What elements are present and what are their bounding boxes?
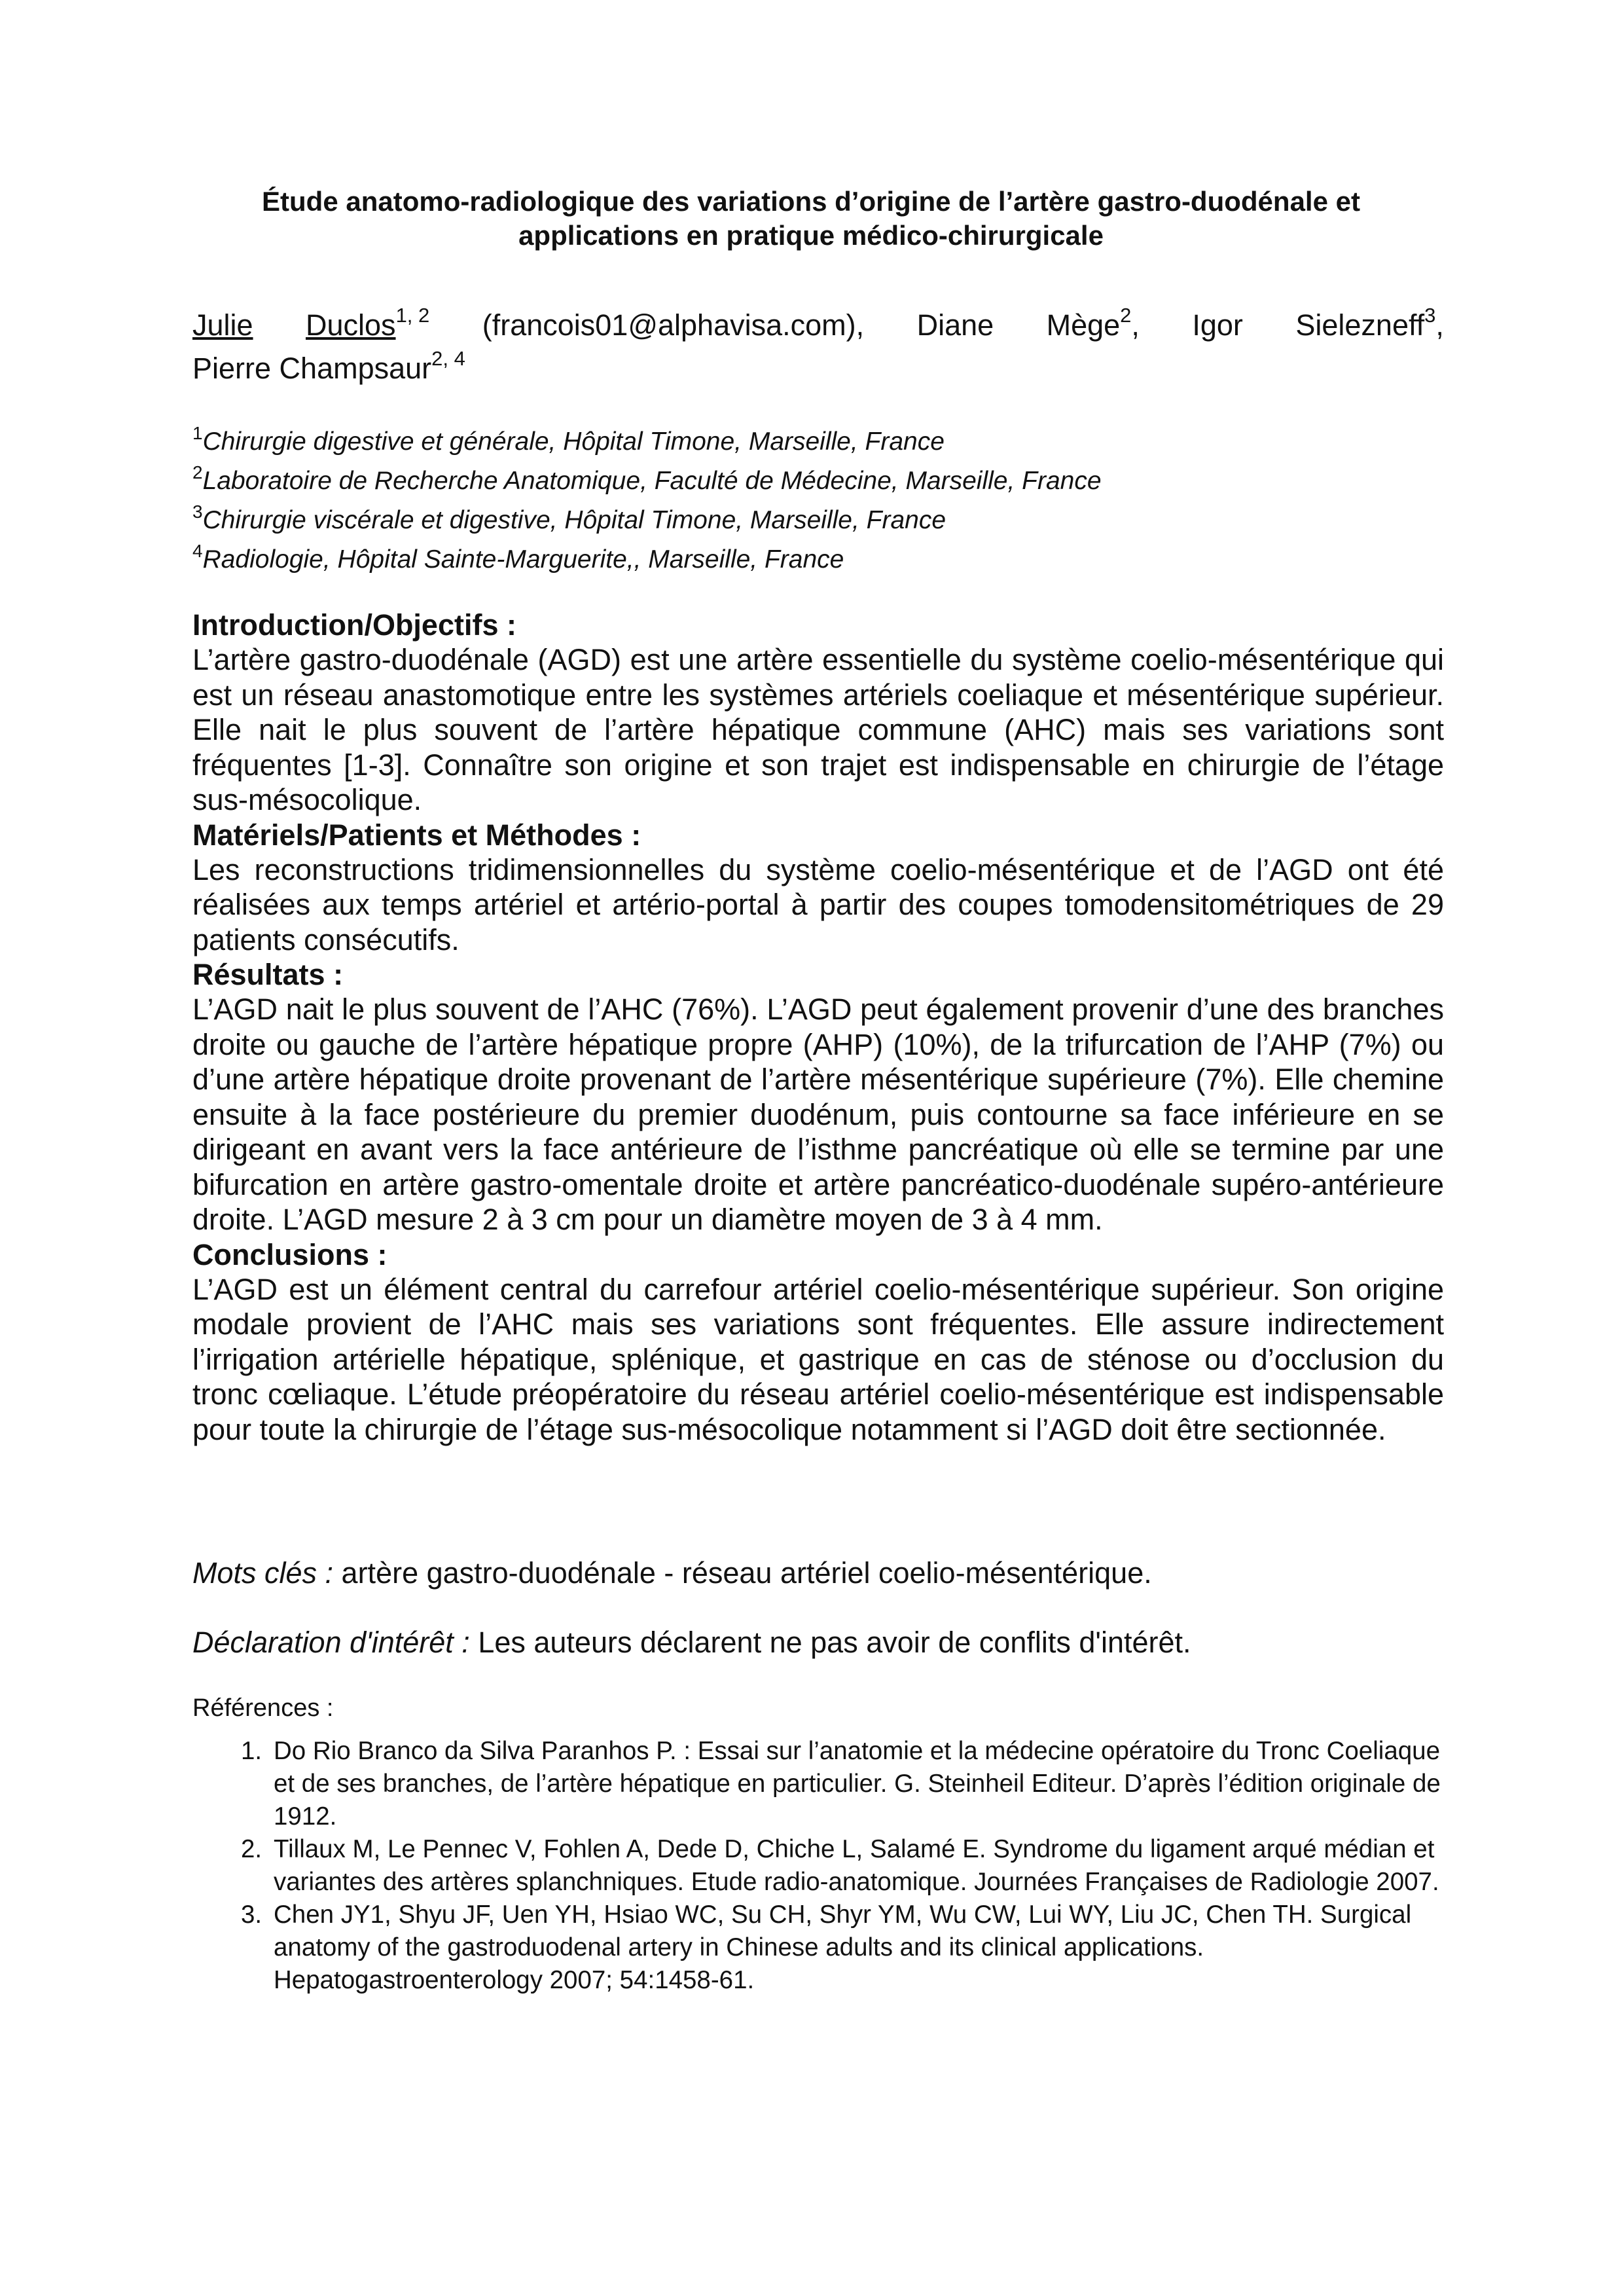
- reference-list: [192, 1735, 1444, 1997]
- conclusions-text: L’AGD est un élément central du carrefour artériel coelio-mésentérique supérieur. Son origine modale provient de l’AHC mais ses variations sont fréquentes. Elle assure indirectement l’irrigation artérielle hépatique, splénique, et gastrique en cas de sténose ou d’occlusion du tronc cœliaque. L’étude préopératoire du réseau artériel coelio-mésentérique est indispensable pour toute la chirurgie de l’étage sus-mésocolique notamment si l’AGD doit être sectionnée.: [192, 1272, 1444, 1446]
- author-3-first: Igor: [1192, 308, 1243, 342]
- reference-text: Do Rio Branco da Silva Paranhos P. : Essai sur l’anatomie et la médecine opératoire du Tronc Coeliaque et de ses branches, de l’artère hépatique en particulier. G. Steinheil Editeur. D’après l’édition originale de 1912.: [274, 1737, 1441, 1831]
- author-2-affiliation-sup: 2: [1120, 304, 1132, 327]
- results-text: L’AGD nait le plus souvent de l’AHC (76%). L’AGD peut également provenir d’une des branches droite ou gauche de l’artère hépatique propre (AHP) (10%), de la trifurcation de l’AHP (7%) ou d’une artère hépatique droite provenant de l’artère mésentérique supérieure (7%). Elle chemine ensuite à la face postérieure du premier duodénum, puis contourne sa face inférieure en se dirigeant en avant vers la face antérieure de l’isthme pancréatique où elle se termine par une bifurcation en artère gastro-omentale droite et artère pancréatico-duodénale supéro-antérieure droite. L’AGD mesure 2 à 3 cm pour un diamètre moyen de 3 à 4 mm.: [192, 993, 1444, 1236]
- author-2-first: Diane: [916, 308, 994, 342]
- author-4-affiliation-sup: 2, 4: [431, 347, 465, 370]
- reference-item: [192, 1833, 1444, 1899]
- affiliation-text: Radiologie, Hôpital Sainte-Marguerite,, Marseille, France: [202, 545, 844, 574]
- declaration-of-interest: [192, 1624, 1444, 1660]
- author-line-1: [192, 304, 1444, 347]
- author-3: Sielezneff$^3$,: [1295, 304, 1444, 342]
- author-3-affiliation-sup: 3: [1424, 304, 1436, 327]
- reference-text: Chen JY1, Shyu JF, Uen YH, Hsiao WC, Su CH, Shyr YM, Wu CW, Lui WY, Liu JC, Chen TH. Surgical anatomy of the gastroduodenal artery in Chinese adults and its clinical applications. Hepatogastroenterology 2007; 54:1458-61.: [274, 1901, 1412, 1994]
- affiliation-item: [192, 540, 1444, 579]
- abstract-body: [192, 608, 1444, 1447]
- affiliation-text: Chirurgie viscérale et digestive, Hôpital Timone, Marseille, France: [202, 506, 946, 534]
- reference-number: 3.: [241, 1901, 262, 1929]
- methods-heading: Matériels/Patients et Méthodes :: [192, 818, 641, 852]
- reference-text: Tillaux M, Le Pennec V, Fohlen A, Dede D, Chiche L, Salamé E. Syndrome du ligament arqué médian et variantes des artères splanchniques. Etude radio-anatomique. Journées Françaises de Radiologie 2007.: [274, 1835, 1439, 1896]
- author-last-name: Duclos: [306, 308, 396, 342]
- references-heading: Références :: [192, 1694, 334, 1722]
- methods-text: Les reconstructions tridimensionnelles du système coelio-mésentérique et de l’AGD ont été réalisées aux temps artériel et artério-portal à partir des coupes tomodensitométriques de 29 patients consécutifs.: [192, 852, 1444, 957]
- affiliation-item: [192, 462, 1444, 501]
- author-email: (francois01@alphavisa.com),: [482, 308, 865, 342]
- affiliation-item: [192, 501, 1444, 540]
- keywords: [192, 1555, 1444, 1591]
- affiliation-number: 2: [192, 462, 203, 483]
- intro-heading: Introduction/Objectifs :: [192, 608, 516, 642]
- keywords-label: Mots clés :: [192, 1556, 334, 1590]
- declaration-label: Déclaration d'intérêt :: [192, 1626, 470, 1659]
- title-line-1: Étude anatomo-radiologique des variations d’origine de l’artère gastro-duodénale et: [262, 186, 1360, 217]
- intro-text: L’artère gastro-duodénale (AGD) est une artère essentielle du système coelio-mésentérique qui est un réseau anastomotique entre les systèmes artériels coeliaque et mésentérique supérieur. Elle nait le plus souvent de l’artère hépatique commune (AHC) mais ses variations sont fréquentes [1-3]. Connaître son origine et son trajet est indispensable en chirurgie de l’étage sus-mésocolique.: [192, 643, 1444, 816]
- results-heading: Résultats :: [192, 958, 344, 991]
- affiliation-number: 4: [192, 541, 203, 561]
- affiliation-number: 3: [192, 501, 203, 522]
- author-line-2: [192, 347, 1444, 390]
- author-4: Pierre Champsaur: [192, 352, 432, 385]
- title-line-2: applications en pratique médico-chirurgicale: [518, 220, 1104, 251]
- affiliation-item: [192, 422, 1444, 462]
- affiliation-text: Laboratoire de Recherche Anatomique, Faculté de Médecine, Marseille, France: [202, 467, 1102, 495]
- affiliation-number: 1: [192, 423, 203, 443]
- author-list: [192, 304, 1444, 390]
- reference-item: [192, 1735, 1444, 1833]
- declaration-text: Les auteurs déclarent ne pas avoir de conflits d'intérêt.: [469, 1626, 1191, 1659]
- author-3-last: Sielezneff: [1295, 308, 1425, 342]
- author-1-affiliation-sup: 1, 2: [395, 304, 430, 327]
- author-first-name: Julie: [192, 308, 253, 342]
- author-1: [306, 304, 429, 347]
- conclusions-heading: Conclusions :: [192, 1237, 387, 1271]
- author-2-last: Mège: [1046, 308, 1121, 342]
- affiliation-text: Chirurgie digestive et générale, Hôpital Timone, Marseille, France: [202, 428, 945, 456]
- reference-number: 1.: [241, 1737, 262, 1765]
- keywords-text: artère gastro-duodénale - réseau artériel coelio-mésentérique.: [333, 1556, 1152, 1590]
- author-2: Mège$^2$,: [1046, 304, 1140, 342]
- affiliation-list: [192, 422, 1444, 579]
- reference-number: 2.: [241, 1835, 262, 1863]
- reference-item: [192, 1899, 1444, 1997]
- paper-title: [131, 185, 1491, 253]
